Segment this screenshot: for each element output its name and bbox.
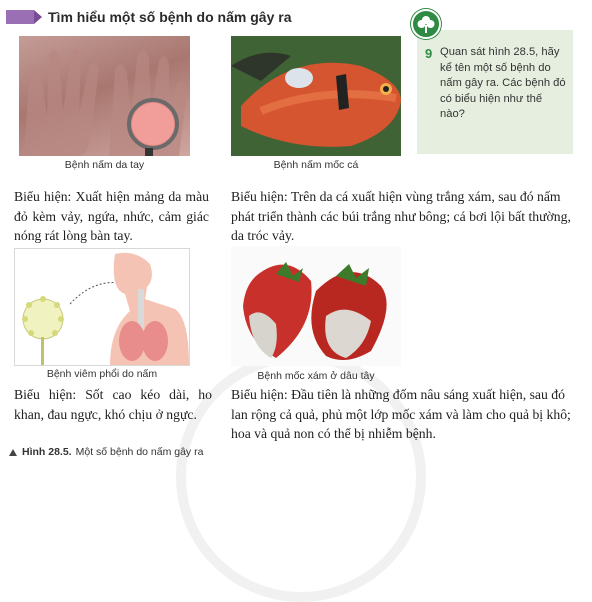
fish-description: Biểu hiện: Trên da cá xuất hiện vùng trắng xám, sau đó nấm phát triển thành các búi trắng như bông; cá bơi lội bất thường, da tróc vảy.: [231, 189, 571, 243]
hands-description: Biểu hiện: Xuất hiện mảng da màu đỏ kèm vảy, ngứa, nhức, cảm giác nóng rát lòng bàn tay.: [14, 189, 209, 243]
hands-caption: Bệnh nấm da tay: [64, 159, 145, 171]
fish-caption: Bệnh nấm mốc cá: [273, 159, 359, 171]
fish-fungus-image: [231, 36, 401, 156]
section-heading: [6, 7, 291, 27]
strawberry-caption: Bệnh mốc xám ở dâu tây: [257, 370, 375, 382]
figure-label: Hình 28.5.: [22, 446, 72, 458]
tree-icon: [411, 9, 441, 39]
triangle-icon: [9, 449, 17, 456]
question-text: Quan sát hình 28.5, hãy kể tên một số bệnh do nấm gây ra. Các bệnh đó có biểu hiện như thế nào?: [440, 46, 566, 120]
figure-title: Một số bệnh do nấm gây ra: [75, 446, 204, 458]
heading-text: Tìm hiểu một số bệnh do nấm gây ra: [48, 9, 292, 25]
question-number: 9: [425, 46, 433, 61]
heading-bar-icon: [6, 10, 34, 24]
lung-caption: Bệnh viêm phổi do nấm: [46, 368, 158, 380]
strawberry-description: Biểu hiện: Đầu tiên là những đốm nâu sáng xuất hiện, sau đó lan rộng cả quả, phủ một lớp mốc xám và làm cho quả bị khô; hoa và quả non có thể bị nhiễm bệnh.: [231, 387, 571, 441]
strawberry-mold-image: [231, 246, 401, 366]
heading-arrow-icon: [34, 10, 42, 24]
lung-description: Biểu hiện: Sốt cao kéo dài, ho khan, đau ngực, khó chịu ở ngực.: [14, 387, 212, 422]
hand-fungus-image: [19, 36, 190, 156]
lung-fungus-image: [14, 248, 190, 366]
figure-caption: [9, 446, 203, 458]
